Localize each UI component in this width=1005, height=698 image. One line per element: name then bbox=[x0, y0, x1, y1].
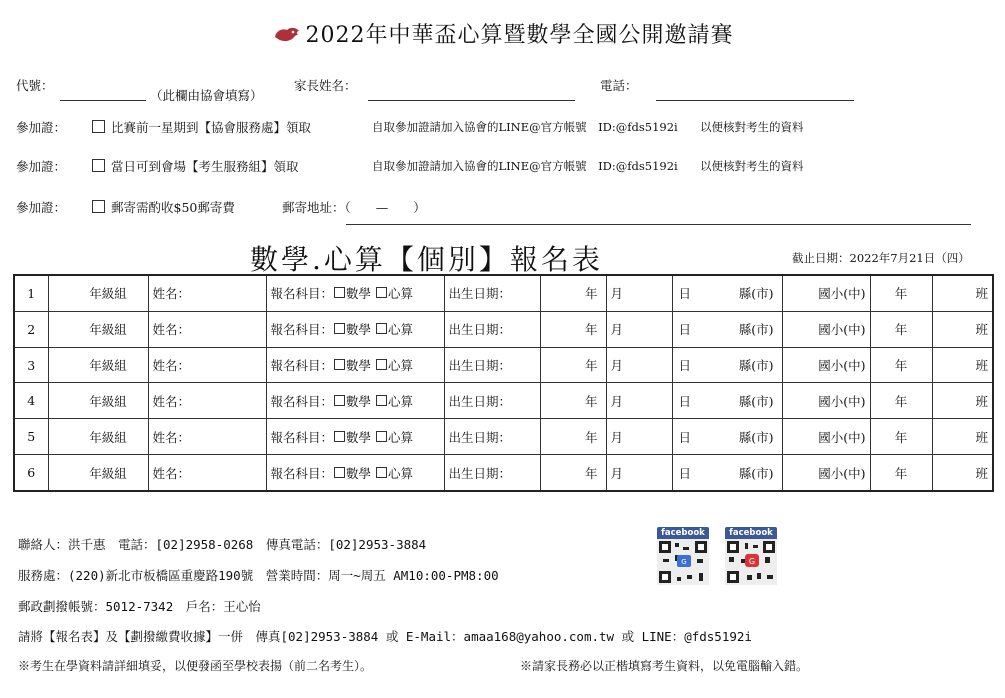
student-name-label: 姓名： bbox=[152, 322, 191, 338]
subject-cell bbox=[266, 383, 444, 419]
mailing-address-label: 郵寄地址：（ — ） bbox=[282, 200, 426, 215]
month-label: 月 bbox=[610, 358, 624, 374]
subject-label: 報名科目： bbox=[270, 286, 334, 302]
grade-group-cell[interactable] bbox=[48, 455, 148, 491]
mental-math-checkbox[interactable] bbox=[376, 395, 387, 406]
month-label: 月 bbox=[610, 322, 624, 338]
birth-date-label: 出生日期： bbox=[448, 286, 512, 302]
class-cell[interactable] bbox=[932, 383, 993, 419]
school-year-cell[interactable] bbox=[870, 311, 932, 347]
row-number: 4 bbox=[14, 383, 48, 419]
birth-date-label: 出生日期： bbox=[448, 429, 512, 445]
class-cell[interactable] bbox=[932, 311, 993, 347]
math-checkbox[interactable] bbox=[334, 395, 345, 406]
year-label: 年 bbox=[584, 465, 598, 481]
grade-group-cell[interactable] bbox=[48, 383, 148, 419]
mental-math-option-label: 心算 bbox=[388, 429, 414, 445]
student-name-cell[interactable] bbox=[148, 275, 266, 311]
birth-month-cell[interactable] bbox=[606, 311, 672, 347]
school-label: 國小(中) bbox=[818, 358, 866, 374]
qr-pattern-icon bbox=[657, 539, 709, 585]
mailing-address-field[interactable] bbox=[346, 224, 971, 225]
school-year-cell[interactable] bbox=[870, 383, 932, 419]
birth-year-cell[interactable] bbox=[540, 419, 606, 455]
county-label: 縣(市) bbox=[738, 358, 774, 374]
mental-math-option-label: 心算 bbox=[388, 465, 414, 481]
class-cell[interactable] bbox=[932, 275, 993, 311]
birth-year-cell[interactable] bbox=[540, 347, 606, 383]
math-option-label: 數學 bbox=[346, 393, 372, 409]
year-label: 年 bbox=[584, 358, 598, 374]
pass-option-2-checkbox[interactable] bbox=[92, 159, 105, 172]
birth-date-label-cell bbox=[444, 383, 540, 419]
birth-date-label-cell bbox=[444, 311, 540, 347]
grade-group-label: 年級組 bbox=[89, 465, 127, 481]
contact-text: 聯絡人：洪千惠 電話：[02]2958-0268 傳真電話：[02]2953-3884 bbox=[18, 537, 427, 552]
phone-field[interactable] bbox=[656, 100, 854, 101]
birth-month-cell[interactable] bbox=[606, 419, 672, 455]
school-cell[interactable] bbox=[782, 383, 870, 419]
pass-label-1: 參加證： bbox=[16, 120, 67, 135]
title-text: 2022年中華盃心算暨數學全國公開邀請賽 bbox=[305, 23, 734, 48]
school-year-label: 年 bbox=[894, 465, 908, 481]
school-label: 國小(中) bbox=[818, 429, 866, 445]
student-name-label: 姓名： bbox=[152, 286, 191, 302]
svg-text:G: G bbox=[748, 557, 756, 566]
mental-math-checkbox[interactable] bbox=[376, 287, 387, 298]
pass-note-2b: 以便核對考生的資料 bbox=[700, 159, 804, 173]
mental-math-option-label: 心算 bbox=[388, 322, 414, 338]
school-year-label: 年 bbox=[894, 358, 908, 374]
day-label: 日 bbox=[678, 286, 692, 302]
row-number: 2 bbox=[14, 311, 48, 347]
svg-text:G: G bbox=[681, 558, 687, 566]
code-field[interactable] bbox=[60, 100, 146, 101]
pass-option-1-checkbox[interactable] bbox=[92, 120, 105, 133]
student-name-cell[interactable] bbox=[148, 455, 266, 491]
student-name-label: 姓名： bbox=[152, 393, 191, 409]
day-label: 日 bbox=[678, 358, 692, 374]
day-label: 日 bbox=[678, 393, 692, 409]
class-label: 班 bbox=[975, 358, 988, 374]
note-left: ※考生在學資料請詳細填妥，以便發函至學校表揚（前二名考生）。 bbox=[18, 659, 373, 673]
school-year-cell[interactable] bbox=[870, 347, 932, 383]
school-label: 國小(中) bbox=[818, 322, 866, 338]
subject-label: 報名科目： bbox=[270, 465, 334, 481]
birth-date-label-cell bbox=[444, 347, 540, 383]
year-label: 年 bbox=[584, 393, 598, 409]
qr2-label: facebook bbox=[725, 527, 777, 539]
birth-year-cell[interactable] bbox=[540, 275, 606, 311]
grade-group-label: 年級組 bbox=[89, 322, 127, 338]
code-label: 代號： bbox=[16, 78, 54, 93]
table-row bbox=[14, 455, 993, 491]
school-cell[interactable] bbox=[782, 275, 870, 311]
grade-group-cell[interactable] bbox=[48, 347, 148, 383]
mental-math-checkbox[interactable] bbox=[376, 467, 387, 478]
qr1-label: facebook bbox=[657, 527, 709, 539]
math-checkbox[interactable] bbox=[334, 287, 345, 298]
student-name-label: 姓名： bbox=[152, 465, 191, 481]
subject-label: 報名科目： bbox=[270, 393, 334, 409]
pass-option-3-text: 郵寄需酌收$50郵寄費 bbox=[111, 200, 235, 215]
birth-month-cell[interactable] bbox=[606, 455, 672, 491]
day-label: 日 bbox=[678, 429, 692, 445]
pass-option-2[interactable] bbox=[92, 157, 299, 175]
class-cell[interactable] bbox=[932, 419, 993, 455]
mental-math-option-label: 心算 bbox=[388, 393, 414, 409]
month-label: 月 bbox=[610, 393, 624, 409]
birth-date-label-cell bbox=[444, 419, 540, 455]
birth-year-cell[interactable] bbox=[540, 311, 606, 347]
table-row bbox=[14, 311, 993, 347]
class-cell[interactable] bbox=[932, 347, 993, 383]
birth-day-county-cell[interactable] bbox=[672, 419, 782, 455]
table-row bbox=[14, 347, 993, 383]
math-option-label: 數學 bbox=[346, 465, 372, 481]
grade-group-label: 年級組 bbox=[89, 358, 127, 374]
mental-math-option-label: 心算 bbox=[388, 286, 414, 302]
contact-line bbox=[18, 535, 426, 553]
table-row bbox=[14, 275, 993, 311]
county-label: 縣(市) bbox=[738, 393, 774, 409]
school-year-label: 年 bbox=[894, 286, 908, 302]
school-year-cell[interactable] bbox=[870, 455, 932, 491]
student-name-cell[interactable] bbox=[148, 311, 266, 347]
birth-year-cell[interactable] bbox=[540, 383, 606, 419]
day-label: 日 bbox=[678, 322, 692, 338]
month-label: 月 bbox=[610, 286, 624, 302]
subject-cell bbox=[266, 275, 444, 311]
pass-note-1b: 以便核對考生的資料 bbox=[700, 120, 804, 134]
school-label: 國小(中) bbox=[818, 286, 866, 302]
birth-date-label: 出生日期： bbox=[448, 322, 512, 338]
subject-cell bbox=[266, 455, 444, 491]
birth-year-cell[interactable] bbox=[540, 455, 606, 491]
day-label: 日 bbox=[678, 465, 692, 481]
school-cell[interactable] bbox=[782, 455, 870, 491]
red-dragon-logo bbox=[272, 25, 302, 45]
school-cell[interactable] bbox=[782, 347, 870, 383]
birth-day-county-cell[interactable] bbox=[672, 383, 782, 419]
mental-math-checkbox[interactable] bbox=[376, 359, 387, 370]
subject-label: 報名科目： bbox=[270, 358, 334, 374]
pass-label-3: 參加證： bbox=[16, 200, 67, 215]
county-label: 縣(市) bbox=[738, 286, 774, 302]
office-line bbox=[18, 566, 499, 584]
pass-option-1[interactable] bbox=[92, 118, 311, 136]
math-option-label: 數學 bbox=[346, 358, 372, 374]
student-name-label: 姓名： bbox=[152, 429, 191, 445]
facebook-qr-code-icon[interactable] bbox=[725, 527, 777, 585]
birth-month-cell[interactable] bbox=[606, 383, 672, 419]
math-checkbox[interactable] bbox=[334, 323, 345, 334]
math-checkbox[interactable] bbox=[334, 467, 345, 478]
pass-note-2a: 自取參加證請加入協會的LINE@官方帳號 ID:@fds5192i bbox=[372, 159, 678, 173]
school-year-cell[interactable] bbox=[870, 275, 932, 311]
pass-label-2: 參加證： bbox=[16, 159, 67, 174]
year-label: 年 bbox=[584, 429, 598, 445]
class-label: 班 bbox=[975, 465, 988, 481]
row-number: 1 bbox=[14, 275, 48, 311]
county-label: 縣(市) bbox=[738, 429, 774, 445]
table-row bbox=[14, 383, 993, 419]
student-name-label: 姓名： bbox=[152, 358, 191, 374]
table-row bbox=[14, 419, 993, 455]
mental-math-checkbox[interactable] bbox=[376, 431, 387, 442]
pass-note-1a: 自取參加證請加入協會的LINE@官方帳號 ID:@fds5192i bbox=[372, 120, 678, 134]
birth-date-label: 出生日期： bbox=[448, 358, 512, 374]
office-text: 服務處：(220)新北市板橋區重慶路190號 營業時間：周一~周五 AM10:00-PM8:00 bbox=[18, 568, 499, 583]
submit-line bbox=[18, 627, 752, 645]
parent-name-label: 家長姓名： bbox=[294, 78, 357, 93]
row-number: 6 bbox=[14, 455, 48, 491]
class-label: 班 bbox=[975, 393, 988, 409]
deadline-text: 截止日期：2022年7月21日（四） bbox=[792, 251, 970, 265]
birth-month-cell[interactable] bbox=[606, 347, 672, 383]
mental-math-checkbox[interactable] bbox=[376, 323, 387, 334]
birth-date-label: 出生日期： bbox=[448, 465, 512, 481]
class-label: 班 bbox=[975, 286, 988, 302]
grade-group-label: 年級組 bbox=[89, 393, 127, 409]
mental-math-option-label: 心算 bbox=[388, 358, 414, 374]
school-year-label: 年 bbox=[894, 429, 908, 445]
pass-option-3-checkbox[interactable] bbox=[92, 200, 105, 213]
postal-text: 郵政劃撥帳號：5012-7342 戶名：王心怡 bbox=[18, 599, 261, 614]
birth-day-county-cell[interactable] bbox=[672, 347, 782, 383]
registration-table bbox=[13, 274, 994, 492]
student-name-cell[interactable] bbox=[148, 383, 266, 419]
subject-label: 報名科目： bbox=[270, 322, 334, 338]
school-year-label: 年 bbox=[894, 322, 908, 338]
class-label: 班 bbox=[975, 322, 988, 338]
page-title bbox=[0, 18, 1005, 49]
grade-group-label: 年級組 bbox=[89, 429, 127, 445]
postal-line bbox=[18, 597, 261, 615]
submit-text: 請將【報名表】及【劃撥繳費收據】一併 傳真[02]2953-3884 或 E-Mail：amaa168@yahoo.com.tw 或 LINE：@fds5192i bbox=[18, 629, 752, 644]
grade-group-cell[interactable] bbox=[48, 275, 148, 311]
class-cell[interactable] bbox=[932, 455, 993, 491]
birth-day-county-cell[interactable] bbox=[672, 275, 782, 311]
birth-day-county-cell[interactable] bbox=[672, 311, 782, 347]
row-number: 3 bbox=[14, 347, 48, 383]
math-checkbox[interactable] bbox=[334, 431, 345, 442]
pass-option-3[interactable] bbox=[92, 198, 235, 216]
birth-month-cell[interactable] bbox=[606, 275, 672, 311]
birth-date-label-cell bbox=[444, 275, 540, 311]
school-label: 國小(中) bbox=[818, 393, 866, 409]
math-checkbox[interactable] bbox=[334, 359, 345, 370]
student-name-cell[interactable] bbox=[148, 419, 266, 455]
code-note: （此欄由協會填寫） bbox=[150, 88, 263, 103]
qr-pattern-icon bbox=[725, 539, 777, 585]
school-cell[interactable] bbox=[782, 311, 870, 347]
math-option-label: 數學 bbox=[346, 322, 372, 338]
phone-label: 電話： bbox=[600, 78, 638, 93]
school-year-label: 年 bbox=[894, 393, 908, 409]
facebook-qr-code-icon[interactable] bbox=[657, 527, 709, 585]
grade-group-cell[interactable] bbox=[48, 419, 148, 455]
row-number: 5 bbox=[14, 419, 48, 455]
math-option-label: 數學 bbox=[346, 286, 372, 302]
parent-name-field[interactable] bbox=[368, 100, 575, 101]
school-cell[interactable] bbox=[782, 419, 870, 455]
month-label: 月 bbox=[610, 429, 624, 445]
school-label: 國小(中) bbox=[818, 465, 866, 481]
math-option-label: 數學 bbox=[346, 429, 372, 445]
note-right: ※請家長務必以正楷填寫考生資料，以免電腦輸入錯。 bbox=[520, 659, 809, 673]
subject-cell bbox=[266, 419, 444, 455]
pass-option-2-text: 當日可到會場【考生服務組】領取 bbox=[111, 159, 299, 174]
subject-label: 報名科目： bbox=[270, 429, 334, 445]
birth-date-label-cell bbox=[444, 455, 540, 491]
grade-group-label: 年級組 bbox=[89, 286, 127, 302]
county-label: 縣(市) bbox=[738, 322, 774, 338]
birth-date-label: 出生日期： bbox=[448, 393, 512, 409]
grade-group-cell[interactable] bbox=[48, 311, 148, 347]
student-name-cell[interactable] bbox=[148, 347, 266, 383]
subject-cell bbox=[266, 311, 444, 347]
school-year-cell[interactable] bbox=[870, 419, 932, 455]
birth-day-county-cell[interactable] bbox=[672, 455, 782, 491]
year-label: 年 bbox=[584, 322, 598, 338]
county-label: 縣(市) bbox=[738, 465, 774, 481]
pass-option-1-text: 比賽前一星期到【協會服務處】領取 bbox=[111, 120, 312, 135]
subject-cell bbox=[266, 347, 444, 383]
form-title: 數學.心算【個別】報名表 bbox=[250, 243, 603, 276]
month-label: 月 bbox=[610, 465, 624, 481]
year-label: 年 bbox=[584, 286, 598, 302]
class-label: 班 bbox=[975, 429, 988, 445]
